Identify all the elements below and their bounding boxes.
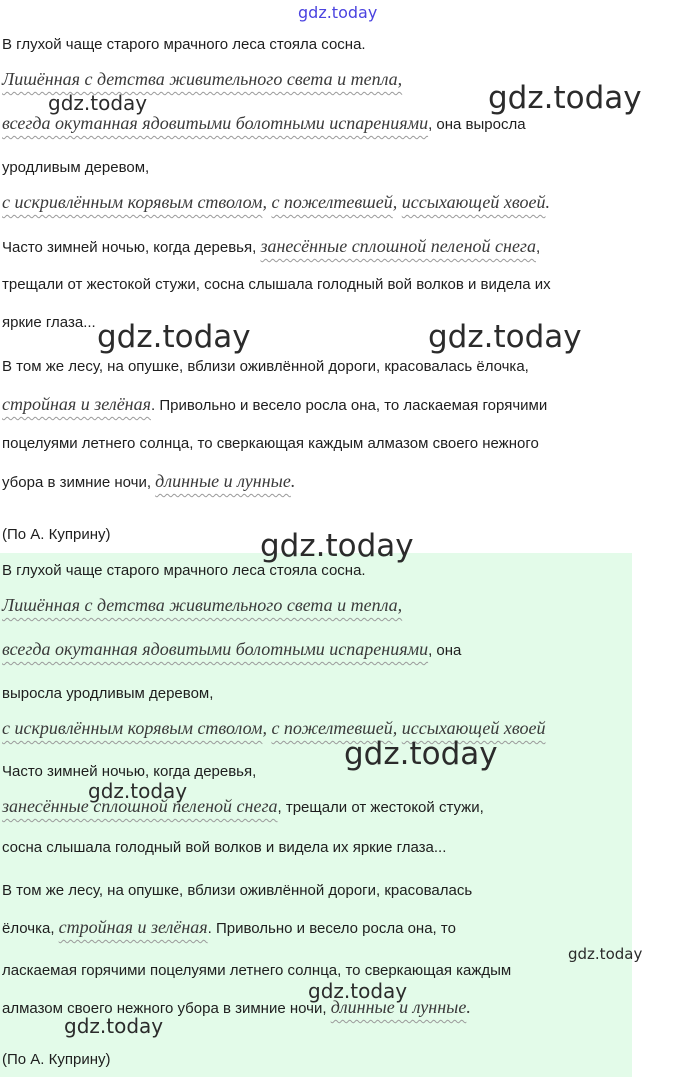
comma-2: , [392,192,402,212]
line-7 [2,796,484,818]
line-6: Часто зимней ночью, когда деревья, [2,763,257,780]
phrase-slender: стройная и зелёная [2,394,151,414]
line-11: поцелуями летнего солнца, то сверкающая каждым алмазом своего нежного [2,435,539,452]
line-12-start: убора в зимние ночи, [2,474,156,491]
watermark: gdz.today [568,945,643,963]
line-3 [2,113,526,135]
line-12-end: . [466,997,471,1017]
phrase-yellowed: с пожелтевшей [271,718,393,738]
line-12 [2,471,295,493]
watermark: gdz.today [48,91,148,115]
watermark: gdz.today [488,80,642,116]
line-4: выросла уродливым деревом, [2,685,214,702]
line-10-start: ёлочка, [2,920,59,937]
participle-phrase: всегда окутанная ядовитыми болотными испарениями [2,639,429,659]
line-9: В том же лесу, на опушке, вблизи оживлённой дороги, красовалась ёлочка, [2,358,529,375]
line-5 [2,718,545,738]
line-7-rest: , трещали от жестокой стужи, [277,799,484,816]
phrase-trunk: с искривлённым корявым стволом [2,718,263,738]
line-6-start: Часто зимней ночью, когда деревья, [2,239,261,256]
line-4: уродливым деревом, [2,159,150,176]
line-2-participle-phrase: Лишённая с детства живительного света и тепла, [2,595,403,615]
line-10 [2,394,547,416]
phrase-needles: иссыхающей хвоей [401,718,546,738]
phrase-long: длинные и лунные [155,471,291,491]
line-2-participle-phrase: Лишённая с детства живительного света и тепла, [2,69,403,89]
source-1: (По А. Куприну) [2,526,111,543]
phrase-slender: стройная и зелёная [58,917,208,937]
watermark: gdz.today [428,319,582,355]
line-1: В глухой чаще старого мрачного леса стояла сосна. [2,562,366,579]
watermark-top: gdz.today [298,3,378,22]
phrase-needles: иссыхающей хвоей [401,192,546,212]
line-9: В том же лесу, на опушке, вблизи оживлённой дороги, красовалась [2,882,473,899]
watermark: gdz.today [260,528,414,564]
watermark: gdz.today [308,979,408,1003]
comma-1: , [262,192,272,212]
watermark: gdz.today [97,319,251,355]
line-12-start: алмазом своего нежного убора в зимние ночи, [2,1000,331,1017]
line-3-rest: , она выросла [428,116,526,133]
line-7: трещали от жестокой стужи, сосна слышала голодный вой волков и видела их [2,276,551,293]
watermark: gdz.today [64,1014,164,1038]
phrase-yellowed: с пожелтевшей [271,192,393,212]
line-12-end: . [290,471,296,491]
source-2: (По А. Куприну) [2,1051,111,1068]
line-1: В глухой чаще старого мрачного леса стояла сосна. [2,36,366,53]
line-3 [2,639,461,661]
phrase-long: длинные и лунные [330,997,467,1017]
line-6 [2,236,540,258]
line-10 [2,917,456,939]
comma-2: , [392,718,402,738]
line-8: сосна слышала голодный вой волков и видела их яркие глаза... [2,839,447,856]
comma-1: , [262,718,272,738]
line-5 [2,192,550,212]
phrase-snow: занесённые сплошной пеленой снега [2,796,278,816]
line-8: яркие глаза... [2,314,96,331]
line-3-rest: , она [428,642,462,659]
line-11: ласкаемая горячими поцелуями летнего солнца, то сверкающая каждым [2,962,512,979]
line-10-rest: . Привольно и весело росла она, то [207,920,456,937]
phrase-trunk: с искривлённым корявым стволом [2,192,263,212]
watermark: gdz.today [88,779,188,803]
phrase-snow: занесённые сплошной пеленой снега [260,236,536,256]
participle-phrase: всегда окутанная ядовитыми болотными испарениями [2,113,429,133]
line-6-end: , [535,239,541,256]
line-10-rest: . Привольно и весело росла она, то ласкаемая горячими [150,397,548,414]
period: . [545,192,550,212]
watermark: gdz.today [344,736,498,772]
